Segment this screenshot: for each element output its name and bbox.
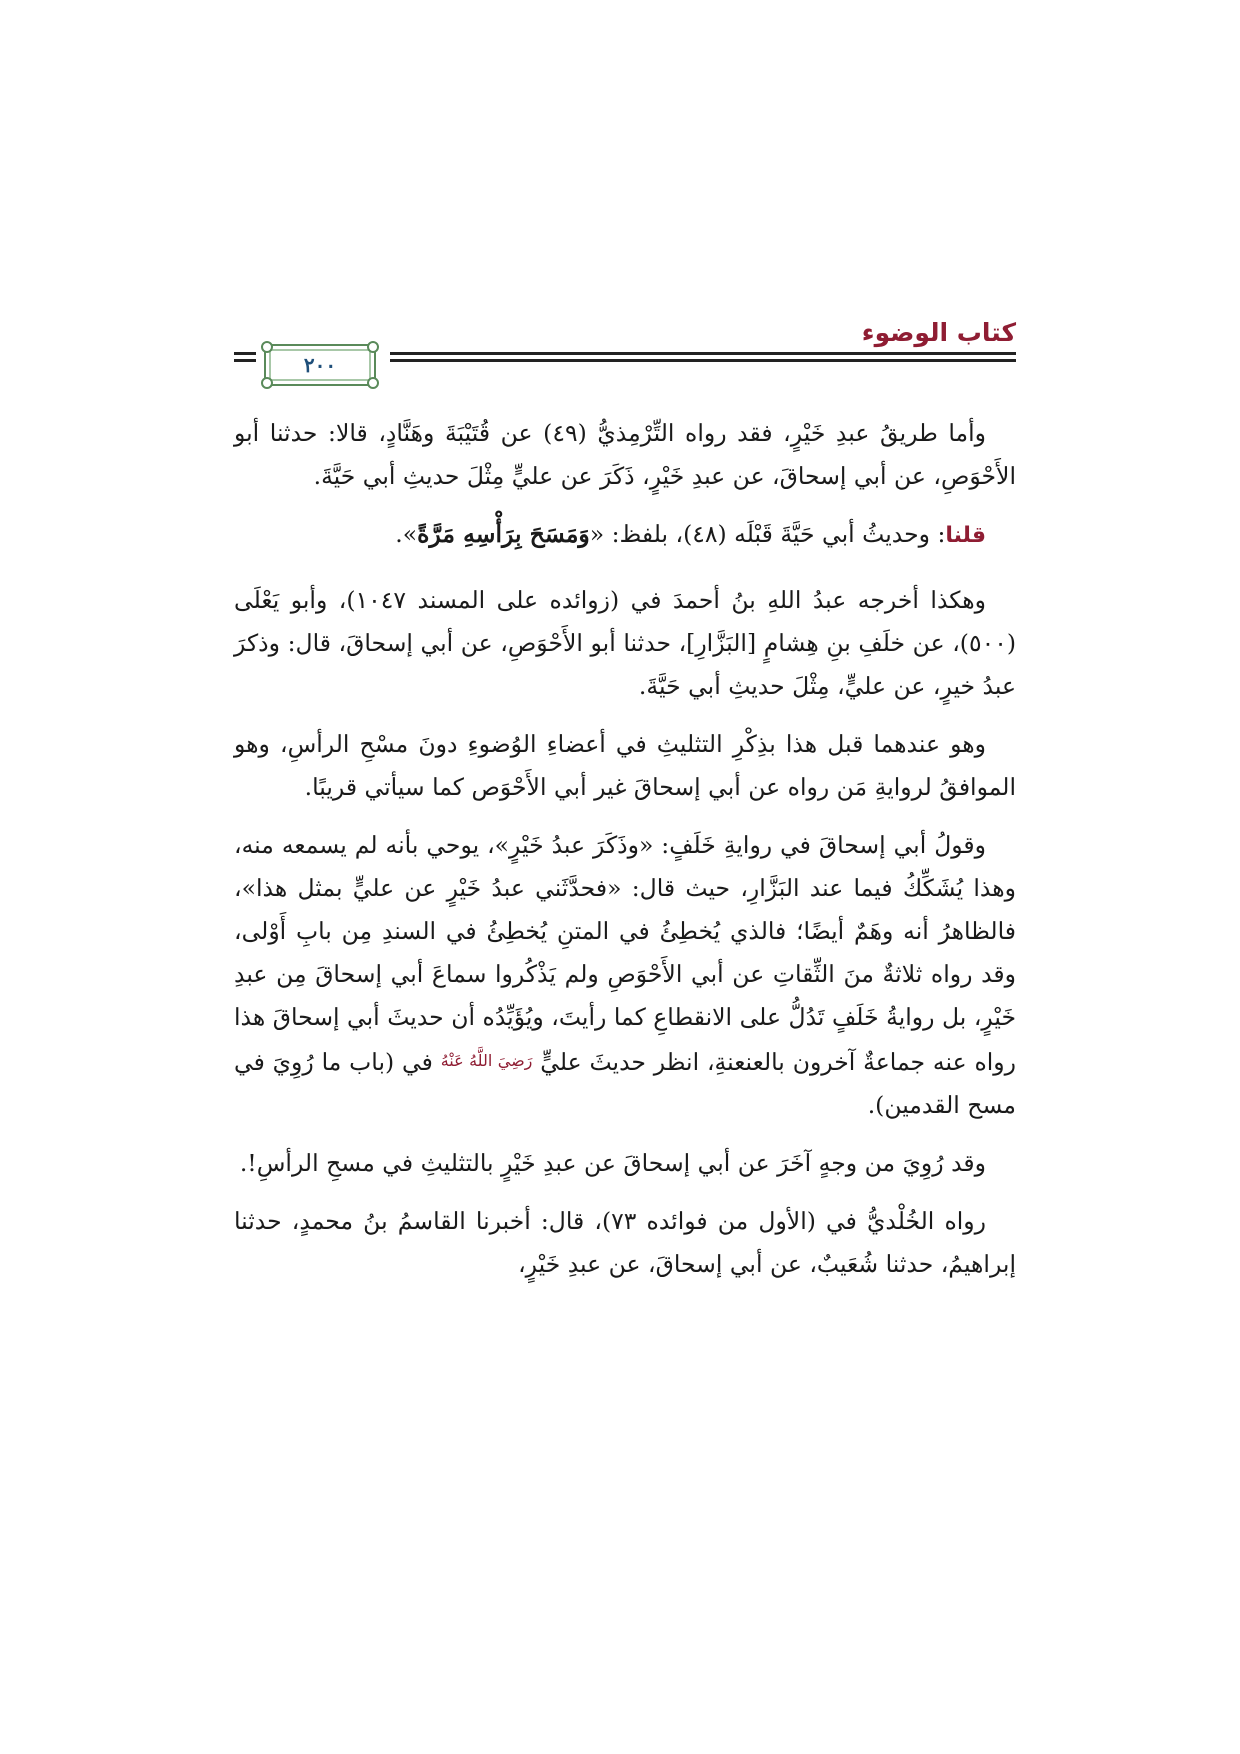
badge-ornament-icon [261, 341, 273, 353]
paragraph-2-text: : وحديثُ أبي حَيَّةَ قَبْلَه (٤٨)، بلفظ: « [589, 520, 946, 548]
qulna-label: قلنا [945, 523, 986, 548]
badge-ornament-icon [261, 377, 273, 389]
paragraph-5-end: في (باب ما رُوِيَ في مسح القدمين). [234, 1048, 1016, 1119]
paragraph-5-text: وقولُ أبي إسحاقَ في روايةِ خَلَفٍ: «وذَكَرَ عبدُ خَيْرٍ»، يوحي بأنه لم يسمعه منه، وهذا يُشَكِّكُ فيما عند البَزَّارِ، حيث قال: «فحدَّثَني عبدُ خَيْرٍ عن عليٍّ بمثل هذا»، فالظاهرُ أنه وهَمٌ أيضًا؛ فالذي يُخطِئُ في المتنِ يُخطِئُ في السندِ مِن بابِ أَوْلى، وقد رواه ثلاثةٌ منَ الثِّقاتِ عن أبي الأَحْوَصِ ولم يَذْكُروا سماعَ أبي إسحاقَ مِن عبدِ خَيْرٍ، بل روايةُ خَلَفٍ تَدُلُّ على الانقطاعِ كما رأيتَ، ويُؤَيِّدُه أن حديثَ أبي إسحاقَ هذا رواه عنه جماعةٌ آخرون بالعنعنةِ، انظر حديثَ عليٍّ [234, 831, 1016, 1076]
paragraph-4: وهو عندهما قبل هذا بذِكْرِ التثليثِ في أعضاءِ الوُضوءِ دونَ مسْحِ الرأسِ، وهو الموافقُ لروايةِ مَن رواه عن أبي إسحاقَ غير أبي الأَحْوَص كما سيأتي قريبًا. [234, 730, 1016, 801]
page-number-badge [264, 344, 376, 386]
paragraph-5 [234, 824, 1016, 1127]
page-body [234, 412, 1016, 1301]
paragraph-3: وهكذا أخرجه عبدُ اللهِ بنُ أحمدَ في (زوائده على المسند ١٠٤٧)، وأبو يَعْلَى (٥٠٠)، عن خلَفِ بنِ هِشامٍ [البَزَّارِ]، حدثنا أبو الأَحْوَصِ، عن أبي إسحاقَ، قال: وذكرَ عبدُ خيرٍ، عن عليٍّ، مِثْلَ حديثِ أبي حَيَّةَ. [234, 586, 1016, 700]
page-header [234, 318, 1016, 380]
paragraph-1: وأما طريقُ عبدِ خَيْرٍ، فقد رواه التِّرْمِذيُّ (٤٩) عن قُتَيْبَةَ وهَنَّادٍ، قالا: حدثنا أبو الأَحْوَصِ، عن أبي إسحاقَ، عن عبدِ خَيْرٍ، ذَكَرَ عن عليٍّ مِثْلَ حديثِ أبي حَيَّةَ. [234, 419, 1016, 490]
paragraph-2 [234, 513, 1016, 557]
honorific-icon: رَضِيَ اللَّهُ عَنْهُ [440, 1051, 533, 1070]
badge-ornament-icon [367, 341, 379, 353]
header-rule-left-top [234, 352, 256, 355]
header-rule-bottom [390, 359, 1016, 362]
paragraph-7: رواه الخُلْديُّ في (الأول من فوائده ٧٣)، قال: أخبرنا القاسمُ بنُ محمدٍ، حدثنا إبراهيمُ، حدثنا شُعَيبٌ، عن أبي إسحاقَ، عن عبدِ خَيْرٍ، [234, 1207, 1016, 1278]
paragraph-6: وقد رُوِيَ من وجهٍ آخَرَ عن أبي إسحاقَ عن عبدِ خَيْرٍ بالتثليثِ في مسحِ الرأسِ!. [239, 1149, 986, 1177]
chapter-title: كتاب الوضوء [861, 318, 1016, 347]
hadith-quote: وَمَسَحَ بِرَأْسِهِ مَرَّةً [417, 520, 590, 548]
page-number: ٢٠٠ [303, 353, 337, 377]
header-rule-left-bottom [234, 359, 256, 362]
paragraph-2-end: ». [395, 520, 418, 548]
header-rule-top [390, 352, 1016, 355]
badge-ornament-icon [367, 377, 379, 389]
